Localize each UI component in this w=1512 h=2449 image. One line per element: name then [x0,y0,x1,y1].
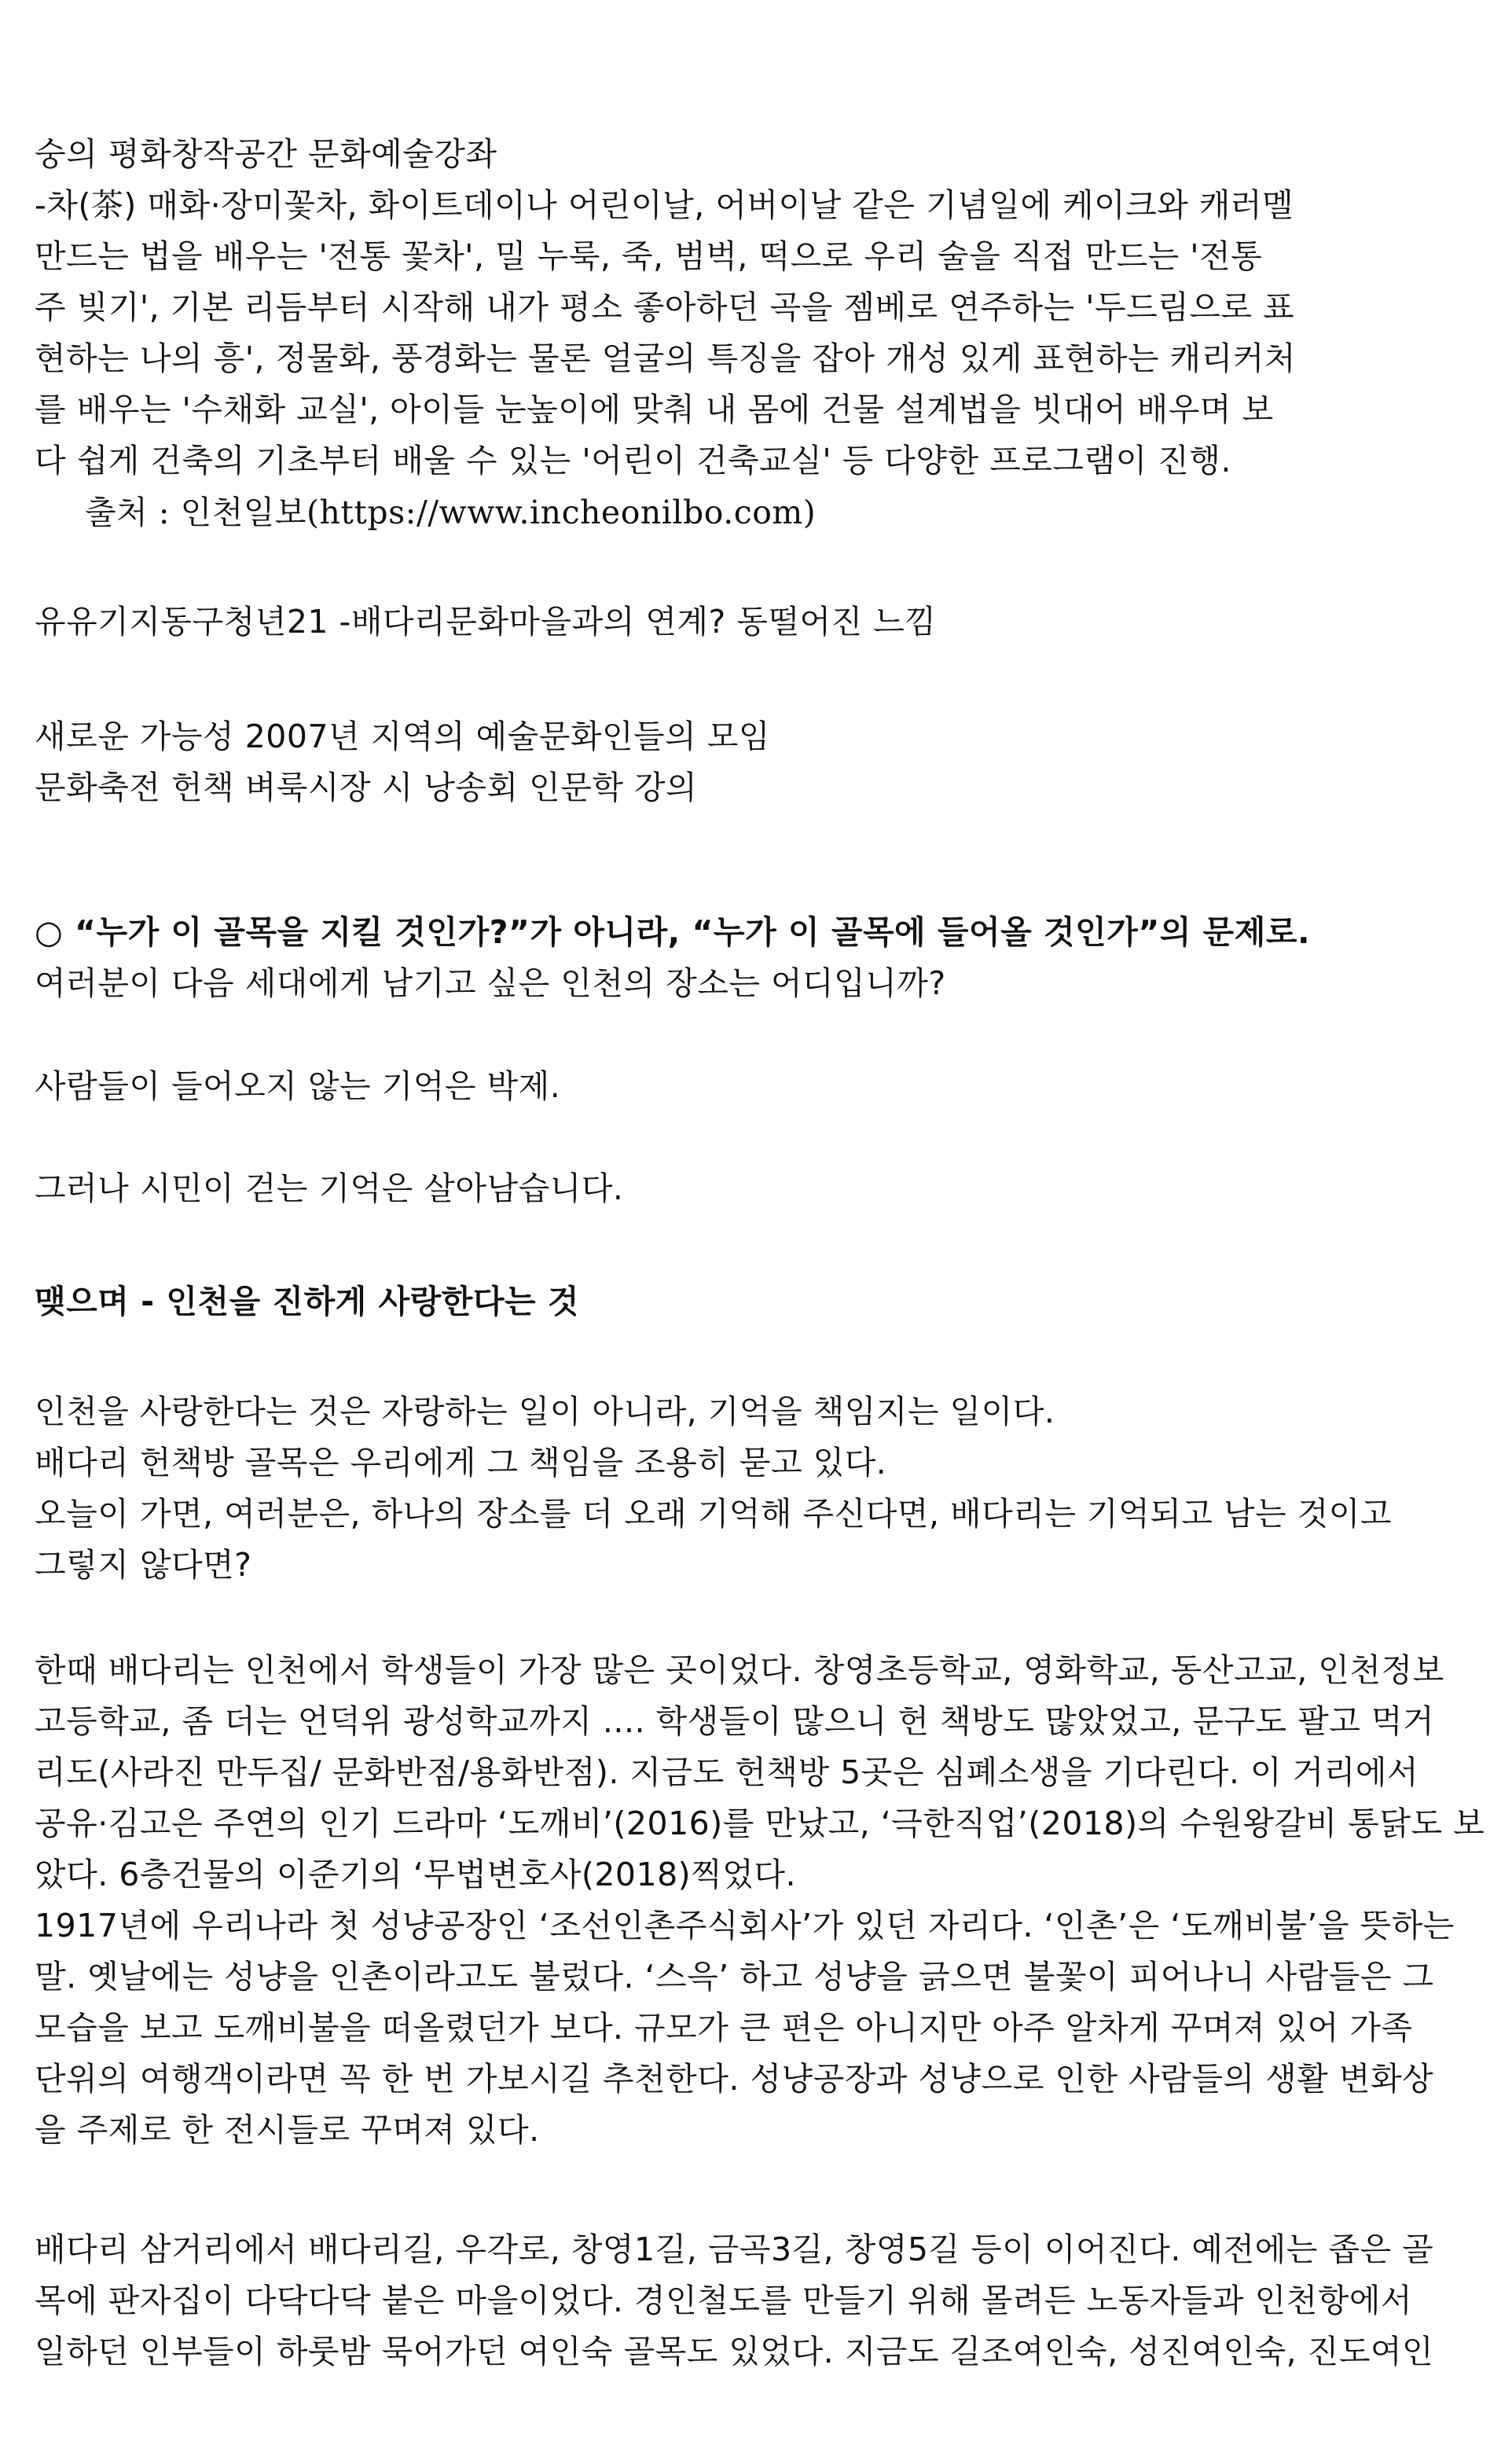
text-line: 1917년에 우리나라 첫 성냥공장인 ‘조선인촌주식회사’가 있던 자리다. ‘인촌’은 ‘도깨비불’을 뜻하는 [35,1907,1455,1944]
text-line: 사람들이 들어오지 않는 기억은 박제. [35,1067,561,1105]
text-line: 단위의 여행객이라면 꼭 한 번 가보시길 추천한다. 성냥공장과 성냥으로 인한 사람들의 생활 변화상 [35,2060,1434,2098]
text-line: 말. 옛날에는 성냥을 인촌이라고도 불렀다. ‘스윽’ 하고 성냥을 긁으면 불꽃이 피어나니 사람들은 그 [35,1958,1434,1996]
section-heading: 맺으며 - 인천을 진하게 사랑한다는 것 [35,1283,579,1320]
text-line: 았다. 6층건물의 이준기의 ‘무법변호사(2018)찍었다. [35,1856,797,1893]
text-line: 여러분이 다음 세대에게 남기고 싶은 인천의 장소는 어디입니까? [35,964,946,1002]
text-line: 고등학교, 좀 더는 언덕위 광성학교까지 .... 학생들이 많으니 헌 책방도 많았었고, 문구도 팔고 먹거 [35,1702,1435,1740]
text-line-heading: 숭의 평화창작공간 문화예술강좌 [35,135,497,173]
text-line: 배다리 삼거리에서 배다리길, 우각로, 창영1길, 금곡3길, 창영5길 등이 이어진다. 예전에는 좁은 골 [35,2231,1434,2268]
text-line: 를 배우는 '수채화 교실', 아이들 눈높이에 맞춰 내 몸에 건물 설계법을 빗대어 배우며 보 [35,391,1274,428]
text-line: 목에 판자집이 다닥다닥 붙은 마을이었다. 경인철도를 만들기 위해 몰려든 노동자들과 인천항에서 [35,2282,1413,2319]
text-line: 모습을 보고 도깨비불을 떠올렸던가 보다. 규모가 큰 편은 아니지만 아주 알차게 꾸며져 있어 가족 [35,2009,1413,2047]
text-line: 다 쉽게 건축의 기초부터 배울 수 있는 '어린이 건축교실' 등 다양한 프로그램이 진행. [35,442,1231,479]
text-line: 을 주제로 한 전시들로 꾸며져 있다. [35,2111,540,2149]
text-line: 현하는 나의 흥', 정물화, 풍경화는 물론 얼굴의 특징을 잡아 개성 있게 표현하는 캐리커처 [35,340,1296,377]
text-line: -차(茶) 매화·장미꽃차, 화이트데이나 어린이날, 어버이날 같은 기념일에 케이크와 캐러멜 [35,186,1294,224]
text-line: 일하던 인부들이 하룻밤 묵어가던 여인숙 골목도 있었다. 지금도 길조여인숙, 성진여인숙, 진도여인 [35,2333,1434,2370]
text-line: 한때 배다리는 인천에서 학생들이 가장 많은 곳이었다. 창영초등학교, 영화학교, 동산고교, 인천정보 [35,1651,1444,1689]
text-line: 그렇지 않다면? [35,1546,252,1584]
section-heading: ○ “누가 이 골목을 지킬 것인가?”가 아니라, “누가 이 골목에 들어올 것인가”의 문제로. [35,913,1311,951]
text-line: 인천을 사랑한다는 것은 자랑하는 일이 아니라, 기억을 책임지는 일이다. [35,1393,1055,1430]
text-line: 주 빚기', 기본 리듬부터 시작해 내가 평소 좋아하던 곡을 젬베로 연주하는 '두드림으로 표 [35,288,1295,326]
source-citation: 출처 : 인천일보(https://www.incheonilbo.com) [85,494,817,531]
text-line: 리도(사라진 만두집/ 문화반점/용화반점). 지금도 헌책방 5곳은 심폐소생을 기다린다. 이 거리에서 [35,1753,1419,1791]
text-line: 배다리 헌책방 골목은 우리에게 그 책임을 조용히 묻고 있다. [35,1444,887,1482]
text-line: 유유기지동구청년21 -배다리문화마을과의 연계? 동떨어진 느낌 [35,603,937,641]
text-line: 만드는 법을 배우는 '전통 꽃차', 밀 누룩, 죽, 범벅, 떡으로 우리 술을 직접 만드는 '전통 [35,237,1263,275]
text-line: 공유·김고은 주연의 인기 드라마 ‘도깨비’(2016)를 만났고, ‘극한직업’(2018)의 수원왕갈비 통닭도 보 [35,1805,1485,1842]
text-line: 문화축전 헌책 벼룩시장 시 낭송회 인문학 강의 [35,769,698,806]
text-line: 새로운 가능성 2007년 지역의 예술문화인들의 모임 [35,718,771,755]
text-line: 그러나 시민이 걷는 기억은 살아남습니다. [35,1169,624,1207]
text-line: 오늘이 가면, 여러분은, 하나의 장소를 더 오래 기억해 주신다면, 배다리는 기억되고 남는 것이고 [35,1495,1393,1533]
